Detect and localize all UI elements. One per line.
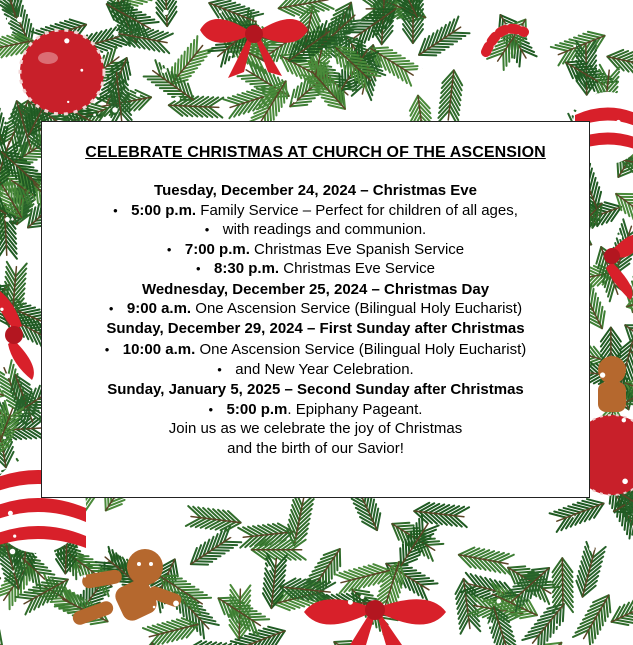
service-list-item [42, 202, 589, 220]
bullet-icon: • [196, 261, 201, 276]
service-time: 7:00 p.m. [184, 241, 250, 258]
bullet-icon: • [104, 342, 110, 357]
service-time: 9:00 a.m. [126, 300, 192, 317]
service-list-item [42, 361, 589, 379]
service-list-item [42, 221, 589, 239]
service-description: One Ascension Service (Bilingual Holy Eucharist) [191, 300, 523, 317]
service-description: and New Year Celebration. [235, 361, 414, 378]
service-description: Christmas Eve Service [279, 260, 435, 277]
service-time: 8:30 p.m. [214, 260, 280, 277]
service-description: One Ascension Service (Bilingual Holy Eucharist) [195, 341, 527, 358]
date-heading: Tuesday, December 24, 2024 – Christmas Eve [154, 182, 477, 199]
bullet-icon: • [208, 402, 214, 417]
service-time: 5:00 p.m. [131, 202, 197, 219]
service-time: 10:00 a.m. [122, 341, 196, 358]
bullet-icon: • [108, 301, 114, 316]
date-heading: Sunday, January 5, 2025 – Second Sunday after Christmas [107, 381, 524, 398]
gingerbread-man-right [598, 356, 626, 412]
service-list-item [42, 401, 589, 419]
service-description: with readings and communion. [222, 221, 427, 238]
date-heading: Wednesday, December 25, 2024 – Christmas Day [141, 281, 490, 298]
service-list-item [42, 241, 589, 259]
service-list-item [42, 260, 589, 278]
closing-text: and the birth of our Savior! [227, 440, 404, 457]
date-heading: Sunday, December 29, 2024 – First Sunday after Christmas [106, 320, 525, 337]
bullet-icon: • [166, 242, 172, 257]
event-flyer-card [41, 121, 590, 498]
service-description: . Epiphany Pageant. [287, 401, 423, 418]
red-ornament-top-left [20, 30, 104, 114]
bullet-icon: • [113, 203, 118, 218]
bullet-icon: • [204, 222, 210, 237]
service-list-item [42, 300, 589, 318]
closing-text: Join us as we celebrate the joy of Christmas [168, 420, 463, 437]
service-description: Family Service – Perfect for children of all ages, [196, 202, 518, 219]
service-list-item [42, 341, 589, 359]
flyer-title: CELEBRATE CHRISTMAS AT CHURCH OF THE ASCENSION [85, 144, 546, 161]
bullet-icon: • [217, 362, 222, 377]
service-time: 5:00 p.m [226, 401, 288, 418]
service-description: Christmas Eve Spanish Service [249, 241, 465, 258]
